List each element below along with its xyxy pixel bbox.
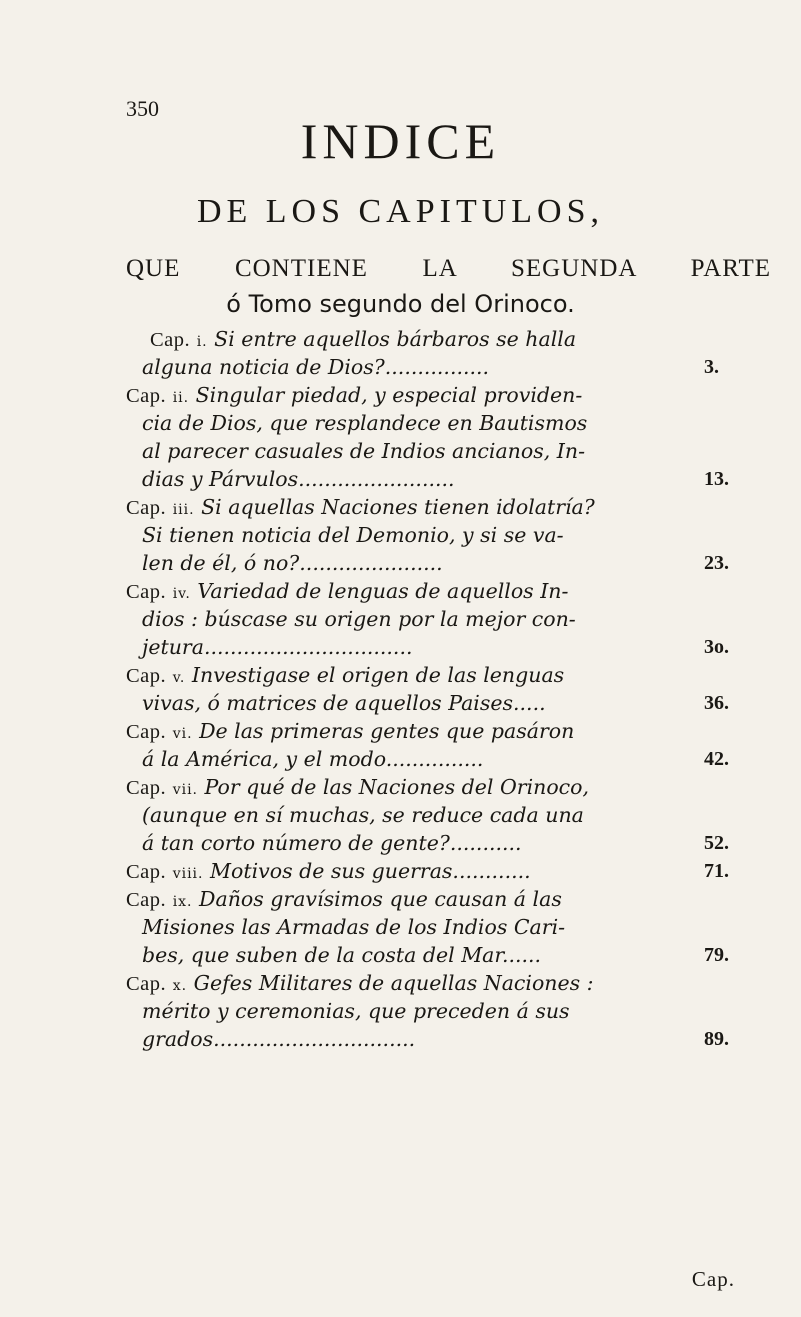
page-reference: 89. xyxy=(704,1028,729,1050)
page-subtitle: DE LOS CAPITULOS, xyxy=(196,193,605,230)
chapter-title-text: Si entre aquellos bárbaros se halla xyxy=(214,327,577,351)
chapter-title-text: len de él, ó no?...................... xyxy=(142,551,443,575)
page-reference: 3. xyxy=(704,356,719,378)
toc-entry-line xyxy=(126,437,656,465)
toc-entry-line xyxy=(126,689,729,717)
toc-entry-line xyxy=(126,1025,729,1053)
chapter-label: Cap. xyxy=(150,329,191,351)
toc-entry-line xyxy=(126,829,729,857)
toc-entry xyxy=(126,661,729,717)
toc-entry xyxy=(126,577,729,661)
chapter-title-text: á la América, y el modo............... xyxy=(142,747,484,771)
chapter-label: Cap. xyxy=(126,777,167,799)
toc-entry xyxy=(126,885,729,969)
chapter-title-text: mérito y ceremonias, que preceden á sus xyxy=(142,999,570,1023)
chapter-number: ii. xyxy=(172,390,190,406)
toc-entry-line xyxy=(126,913,656,941)
chapter-number: iii. xyxy=(172,502,195,518)
toc-entry-line xyxy=(126,857,729,885)
chapter-label: Cap. xyxy=(126,721,167,743)
toc-entry-line xyxy=(126,969,656,997)
toc-entry-line xyxy=(126,549,729,577)
toc-entry-line xyxy=(126,885,656,913)
toc-entry-line xyxy=(126,381,656,409)
toc-entry xyxy=(126,325,719,381)
chapter-title-text: alguna noticia de Dios?................ xyxy=(142,355,490,379)
toc-entry xyxy=(126,857,729,885)
toc-entry-line xyxy=(126,801,656,829)
toc-entry-line xyxy=(126,325,656,353)
chapter-number: ix. xyxy=(172,894,193,910)
toc-entry-line xyxy=(126,633,729,661)
page-reference: 79. xyxy=(704,944,729,966)
page-title: INDICE xyxy=(300,113,501,169)
chapter-title-text: bes, que suben de la costa del Mar...... xyxy=(142,943,542,967)
catchword xyxy=(692,1267,735,1292)
chapter-label: Cap. xyxy=(126,861,167,883)
chapter-label: Cap. xyxy=(126,973,167,995)
chapter-label: Cap. xyxy=(126,889,167,911)
chapter-title-text: Variedad de lenguas de aquellos In- xyxy=(197,579,569,603)
page-reference: 52. xyxy=(704,832,729,854)
chapter-number: iv. xyxy=(172,586,191,602)
chapter-number: v. xyxy=(172,670,186,686)
chapter-label: Cap. xyxy=(126,581,167,603)
toc-entry-line xyxy=(126,773,656,801)
chapter-title-text: Si aquellas Naciones tienen idolatría? xyxy=(201,495,595,519)
chapter-title-text: dias y Párvulos........................ xyxy=(142,467,455,491)
page-reference: 42. xyxy=(704,748,729,770)
toc-entry-line xyxy=(126,941,729,969)
chapter-title-text: grados............................... xyxy=(142,1027,416,1051)
chapter-number: vi. xyxy=(172,726,193,742)
chapter-title-text: cia de Dios, que resplandece en Bautismos xyxy=(142,411,588,435)
table-of-contents xyxy=(126,325,729,1053)
toc-entry-line xyxy=(126,997,656,1025)
toc-entry xyxy=(126,969,729,1053)
chapter-title-text: De las primeras gentes que pasáron xyxy=(199,719,575,743)
toc-entry xyxy=(126,493,729,577)
chapter-number: vii. xyxy=(172,782,199,798)
chapter-title-text: jetura................................ xyxy=(142,635,413,659)
chapter-title-text: Si tienen noticia del Demonio, y si se va- xyxy=(142,523,564,547)
toc-entry-line xyxy=(126,717,656,745)
chapter-label: Cap. xyxy=(126,385,167,407)
toc-entry-line xyxy=(126,409,656,437)
tomo-line: ó Tomo segundo del Orinoco. xyxy=(226,290,575,318)
chapter-number: viii. xyxy=(172,866,204,882)
chapter-title-text: Por qué de las Naciones del Orinoco, xyxy=(204,775,590,799)
toc-entry-line xyxy=(126,493,656,521)
toc-entry-line xyxy=(126,521,656,549)
chapter-title-text: (aunque en sí muchas, se reduce cada una xyxy=(142,803,584,827)
page-reference: 36. xyxy=(704,692,729,714)
page-reference: 3o. xyxy=(704,636,729,658)
toc-entry-line xyxy=(126,577,656,605)
chapter-title-text: al parecer casuales de Indios ancianos, In- xyxy=(142,439,586,463)
chapter-title-text: Daños gravísimos que causan á las xyxy=(199,887,562,911)
chapter-number: x. xyxy=(172,978,188,994)
toc-entry-line xyxy=(126,605,656,633)
chapter-title-text: Gefes Militares de aquellas Naciones : xyxy=(193,971,594,995)
page-reference: 71. xyxy=(704,860,729,882)
catchword-text: Cap. xyxy=(691,1267,735,1291)
page-reference: 13. xyxy=(704,468,729,490)
chapter-title-text: Singular piedad, y especial providen- xyxy=(195,383,583,407)
toc-entry-line xyxy=(126,353,719,381)
chapter-label: Cap. xyxy=(126,497,167,519)
page-reference: 23. xyxy=(704,552,729,574)
chapter-title-text: á tan corto número de gente?........... xyxy=(142,831,522,855)
toc-entry-line xyxy=(126,465,729,493)
page-number: 350 xyxy=(126,96,159,121)
chapter-title-text: dios : búscase su origen por la mejor con- xyxy=(142,607,576,631)
chapter-title-text: Misiones las Armadas de los Indios Cari- xyxy=(142,915,566,939)
chapter-title-text: Motivos de sus guerras............ xyxy=(210,859,531,883)
chapter-title-text: Investigase el origen de las lenguas xyxy=(191,663,565,687)
toc-entry xyxy=(126,717,729,773)
toc-entry-line xyxy=(126,745,729,773)
toc-entry xyxy=(126,381,729,493)
chapter-number: i. xyxy=(196,334,208,350)
section-heading: QUE CONTIENE LA SEGUNDA PARTE xyxy=(126,255,771,282)
toc-entry-line xyxy=(126,661,656,689)
chapter-title-text: vivas, ó matrices de aquellos Paises..... xyxy=(142,691,546,715)
chapter-label: Cap. xyxy=(126,665,167,687)
toc-entry xyxy=(126,773,729,857)
